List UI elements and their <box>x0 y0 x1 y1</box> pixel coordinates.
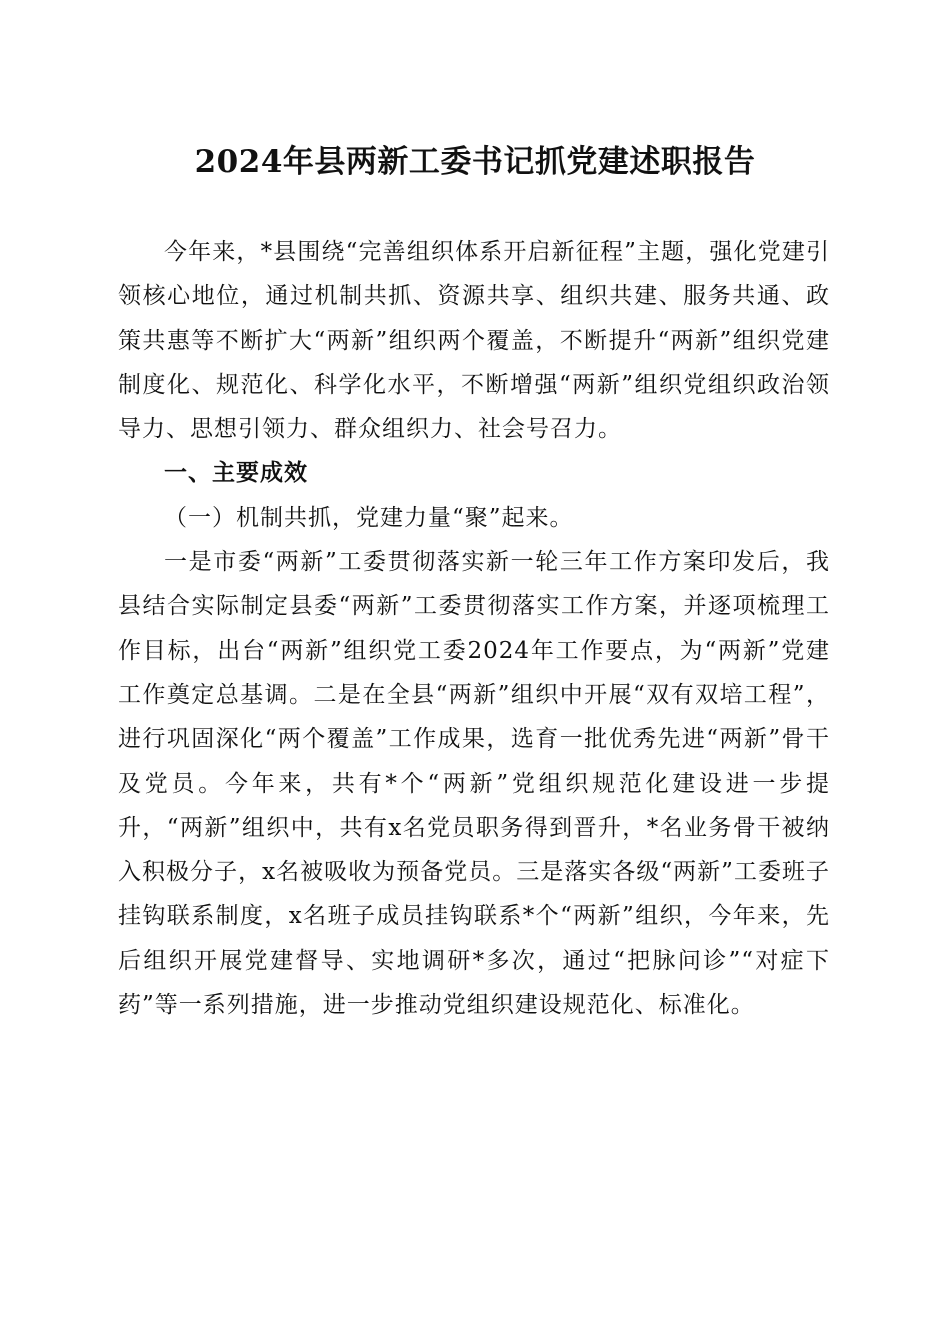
intro-paragraph: 今年来，*县围绕“完善组织体系开启新征程”主题，强化党建引领核心地位，通过机制共抓、资源共享、组织共建、服务共通、政策共惠等不断扩大“两新”组织两个覆盖，不断提升“两新”组织党建制度化、规范化、科学化水平，不断增强“两新”组织党组织政治领导力、思想引领力、群众组织力、社会号召力。 <box>118 239 830 443</box>
section-heading-main-results: 一、主要成效 <box>164 460 308 487</box>
document-body <box>118 230 830 1027</box>
document-title: 2024年县两新工委书记抓党建述职报告 <box>194 144 756 180</box>
body-paragraph-mechanism: 一是市委“两新”工委贯彻落实新一轮三年工作方案印发后，我县结合实际制定县委“两新”工委贯彻落实工作方案，并逐项梳理工作目标，出台“两新”组织党工委2024年工作要点，为“两新”党建工作奠定总基调。二是在全县“两新”组织中开展“双有双培工程”，进行巩固深化“两个覆盖”工作成果，选育一批优秀先进“两新”骨干及党员。今年来，共有*个“两新”党组织规范化建设进一步提升，“两新”组织中，共有x名党员职务得到晋升，*名业务骨干被纳入积极分子，x名被吸收为预备党员。三是落实各级“两新”工委班子挂钩联系制度，x名班子成员挂钩联系*个“两新”组织，今年来，先后组织开展党建督导、实地调研*多次，通过“把脉问诊”“对症下药”等一系列措施，进一步推动党组织建设规范化、标准化。 <box>118 549 830 1019</box>
subsection-heading-mechanism: （一）机制共抓，党建力量“聚”起来。 <box>164 504 574 531</box>
